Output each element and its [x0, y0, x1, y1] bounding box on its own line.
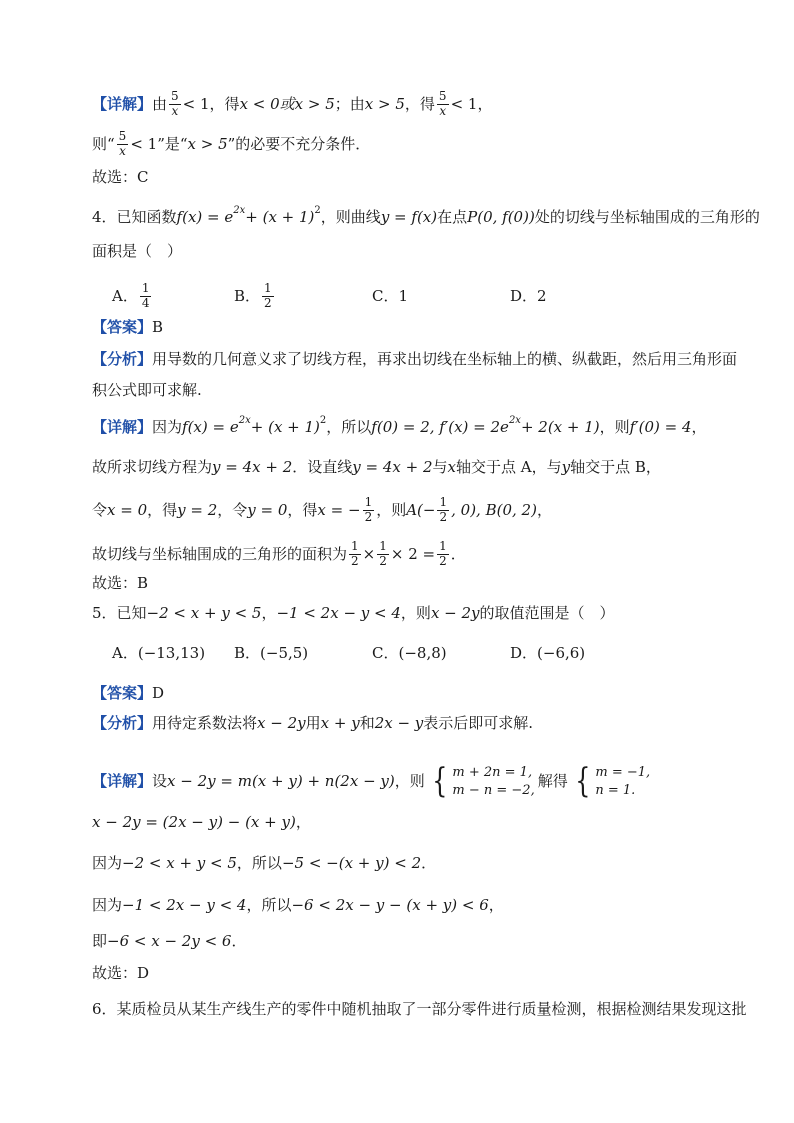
q4-stem-line2: 面积是（ ）	[92, 242, 183, 260]
q5-options	[112, 646, 734, 661]
option-c: C． (−8,8)	[372, 644, 447, 662]
q4-analysis-line2: 积公式即可求解.	[92, 381, 202, 399]
q4-analysis-line1: 【分析】 用导数的几何意义求了切线方程，再求出切线在坐标轴上的横、纵截距，然后用三角形面	[92, 350, 738, 368]
option-d: D． (−6,6)	[510, 644, 586, 662]
q4-choice: 故选：B	[92, 574, 149, 592]
q4-detail-line4: 故切线与坐标轴围成的三角形的面积为 $\frac{1}{2}$ × $\frac{1}{2}$ × 2 = $\frac{1}{2}$ ．	[92, 539, 466, 568]
q4-stem-line1: 4．已知函数 f(x) = e 2x + (x + 1) 2 ，则曲线 y = f(x) 在点 P(0, f(0)) 处的切线与坐标轴围成的三角形的	[92, 204, 760, 226]
q4-detail-line3: 令 x = 0 ，得 y = 2 ，令 y = 0 ，得 x = − $\frac{1}{2}$ ，则 A(− $\frac{1}{2}$ , 0), B(0, 2) ，	[92, 495, 552, 524]
option-b: B． (−5,5)	[234, 644, 309, 662]
fraction: $\frac{5}{x}$	[171, 89, 179, 118]
q3-choice: 故选：C	[92, 168, 149, 186]
q5-detail-line3: 因为 −2 < x + y < 5 ，所以 −5 < −(x + y) < 2 ．	[92, 854, 437, 872]
q5-detail-line1: 【详解】 设 x − 2y = m(x + y) + n(2x − y) ，则 { m + 2n = 1, m − n = −2, 解得 { m = −1, n = 1.	[92, 761, 651, 801]
q4-detail-line2: 故所求切线方程为 y = 4x + 2 ．设直线 y = 4x + 2 与 x 轴交于点 A，与 y 轴交于点 B，	[92, 458, 661, 476]
q5-stem: 5．已知 −2 < x + y < 5 ， −1 < 2x − y < 4 ，则 x − 2y 的取值范围是（ ）	[92, 604, 615, 622]
q5-answer: 【答案】 D	[92, 684, 165, 702]
q5-detail-line4: 因为 −1 < 2x − y < 4 ，所以 −6 < 2x − y − (x + y) < 6 ，	[92, 896, 504, 914]
fraction: $\frac{5}{x}$	[118, 129, 127, 158]
q5-choice: 故选：D	[92, 964, 150, 982]
q5-detail-line2: x − 2y = (2x − y) − (x + y) ，	[92, 813, 311, 831]
option-c: C． 1	[372, 286, 409, 305]
fraction: $\frac{5}{x}$	[438, 89, 447, 118]
q3-conclusion-line: 则“ $\frac{5}{x}$ < 1”是“ x > 5 ”的必要不充分条件．	[92, 129, 371, 158]
option-a: A． (−13,13)	[112, 644, 206, 662]
q5-analysis: 【分析】 用待定系数法将 x − 2y 用 x + y 和 2x − y 表示后即可求解.	[92, 714, 534, 732]
q5-detail-line5: 即 −6 < x − 2y < 6 ．	[92, 932, 247, 950]
detail-tag: 【详解】	[92, 94, 153, 113]
option-b: B． $\frac{1}{2}$	[234, 281, 272, 310]
equation-system: { m + 2n = 1, m − n = −2,	[431, 761, 535, 801]
equation-system: { m = −1, n = 1.	[574, 761, 651, 801]
q6-stem: 6．某质检员从某生产线生产的零件中随机抽取了一部分零件进行质量检测，根据检测结果发现这批	[92, 1000, 747, 1018]
q3-detail-line: 【详解】 由 $\frac{5}{x}$ < 1，得 x < 0或x > 5 ；由 x > 5 ，得 $\frac{5}{x}$ < 1，	[92, 89, 493, 118]
option-a: A． $\frac{1}{4}$	[112, 281, 150, 310]
option-d: D． 2	[510, 286, 547, 305]
q4-answer: 【答案】 B	[92, 318, 164, 336]
q4-options	[112, 282, 734, 311]
q4-detail-line1: 【详解】 因为 f(x) = e 2x + (x + 1) 2 ，所以 f(0) = 2, f′(x) = 2e 2x + 2(x + 1) ，则 f′(0) = 4 ，	[92, 414, 707, 436]
